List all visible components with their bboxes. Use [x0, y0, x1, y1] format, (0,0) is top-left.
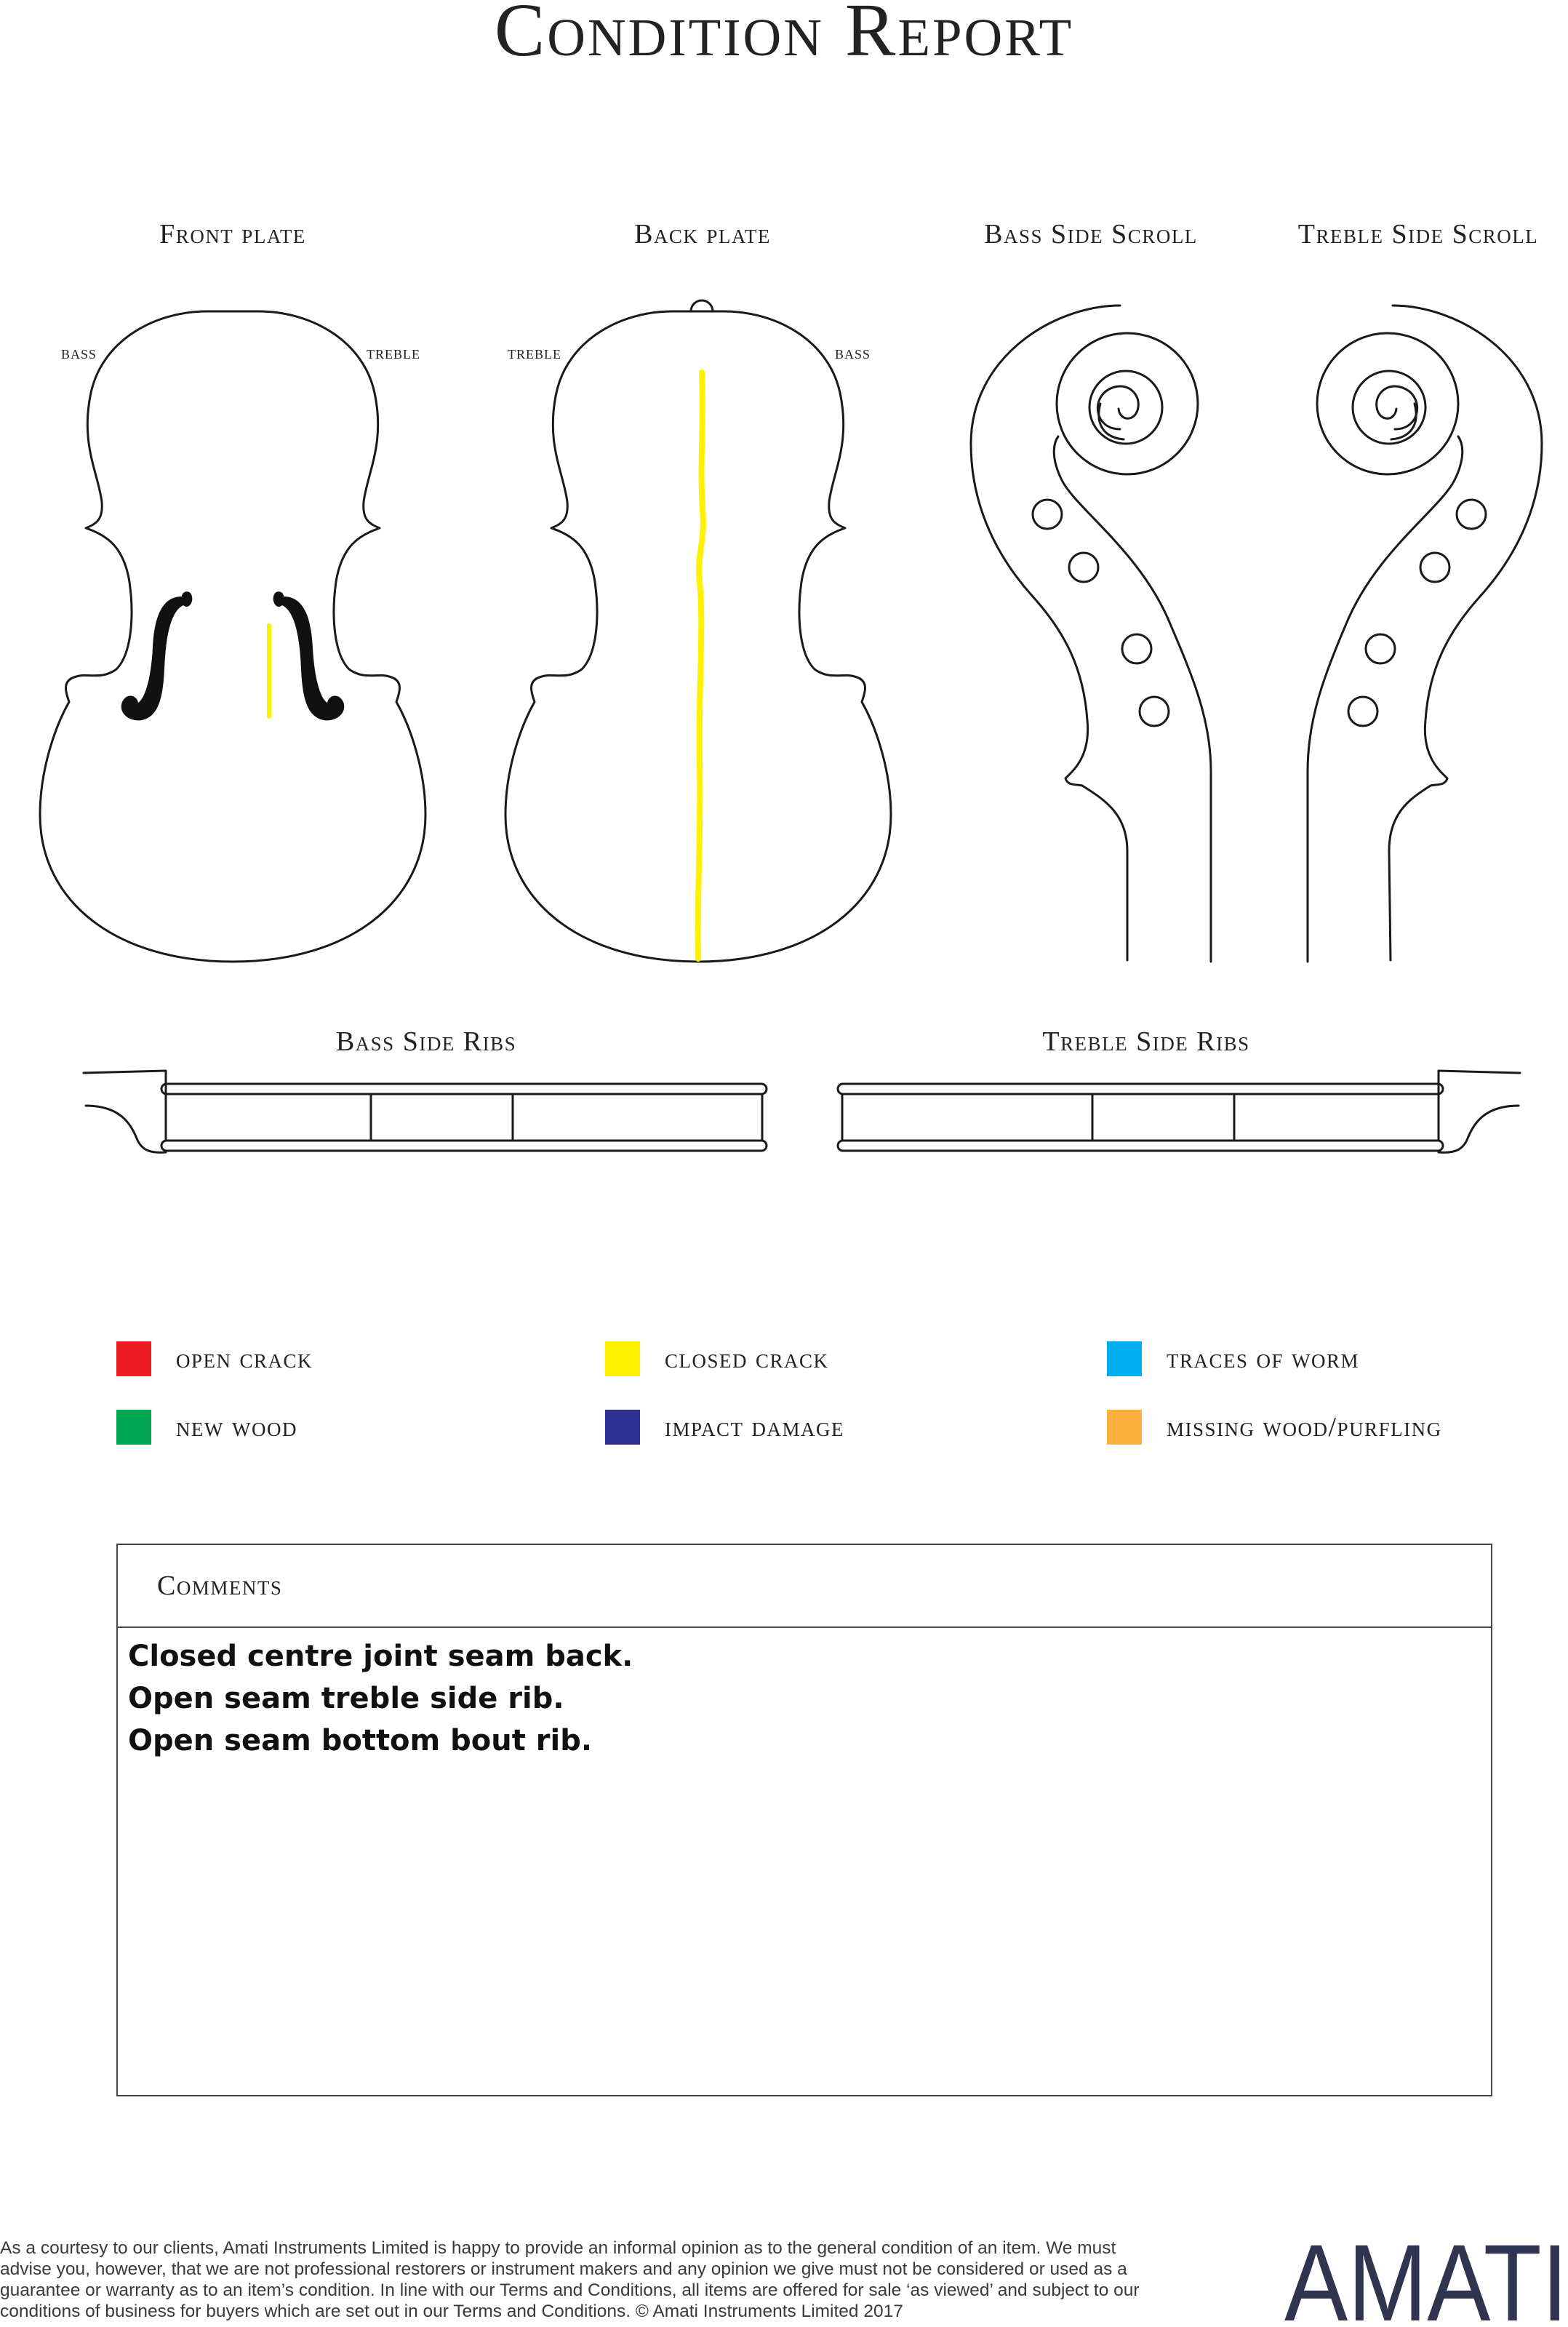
legend-label: missing wood/purfling — [1167, 1412, 1442, 1442]
bass-scroll-back — [1054, 436, 1211, 962]
comment-line: Closed centre joint seam back. — [128, 1640, 633, 1673]
back-plate-button — [691, 300, 713, 311]
page-title: Condition Report — [494, 0, 1074, 72]
treble-scroll-back — [1308, 436, 1463, 962]
legend-swatch — [605, 1341, 640, 1376]
legend-item-closed-crack — [605, 1341, 829, 1376]
legend-swatch — [1107, 1410, 1142, 1445]
legend-item-impact-damage — [605, 1410, 844, 1445]
comments-box — [116, 1544, 1492, 2096]
disclaimer-text: As a courtesy to our clients, Amati Instruments Limited is happy to provide an informal opinion as to the general condition of an item. We must advise you, however, that we are not professional restorers or instrument makers and any opinion we give must not be considered or used as a guarantee or warranty as to an item’s condition. In line with our Terms and Conditions, all items are offered for sale ‘as viewed’ and subject to our conditions of business for buyers which are set out in our Terms and Conditions. © Amati Instruments Limited 2017 — [0, 2238, 1140, 2321]
legend-item-missing-wood-purfling — [1107, 1410, 1442, 1445]
comment-line: Open seam bottom bout rib. — [128, 1724, 593, 1757]
closed-crack-markings — [269, 372, 703, 959]
legend-swatch — [605, 1410, 640, 1445]
bass-side-ribs — [84, 1071, 767, 1152]
bass-scroll-outline — [971, 306, 1127, 960]
bass-side-scroll-title: Bass Side Scroll — [984, 219, 1198, 250]
legend-item-traces-of-worm — [1107, 1341, 1359, 1376]
back-plate-title: Back plate — [634, 219, 771, 250]
front-plate-outline — [40, 311, 425, 962]
front-plate-title: Front plate — [159, 219, 306, 250]
logo-text: AMATI — [1284, 2226, 1568, 2327]
bass-side-ribs-title: Bass Side Ribs — [335, 1026, 517, 1057]
treble-side-ribs-title: Treble Side Ribs — [1042, 1026, 1250, 1057]
legend-label: open crack — [176, 1344, 313, 1374]
legend-label: closed crack — [665, 1344, 829, 1374]
legend-item-open-crack — [116, 1341, 313, 1376]
comment-line: Open seam treble side rib. — [128, 1682, 564, 1715]
legend-label: traces of worm — [1167, 1344, 1360, 1374]
legend-label: impact damage — [665, 1412, 845, 1442]
back-plate-treble-label: treble — [508, 342, 561, 363]
legend-item-new-wood — [116, 1410, 297, 1445]
f-holes — [121, 591, 345, 720]
legend-label: new wood — [176, 1412, 297, 1442]
legend-swatch — [116, 1410, 151, 1445]
front-plate-bass-label: bass — [61, 342, 97, 363]
back-plate-bass-label: bass — [835, 342, 871, 363]
legend-swatch — [1107, 1341, 1142, 1376]
treble-side-scroll-title: Treble Side Scroll — [1297, 219, 1539, 250]
legend-swatch — [116, 1341, 151, 1376]
comments-heading: Comments — [118, 1545, 1491, 1628]
comments-body — [118, 1628, 1491, 1762]
treble-side-ribs — [838, 1071, 1520, 1152]
front-plate-treble-label: treble — [367, 342, 420, 363]
amati-logo — [1280, 2226, 1568, 2327]
treble-scroll-outline — [1389, 306, 1542, 960]
